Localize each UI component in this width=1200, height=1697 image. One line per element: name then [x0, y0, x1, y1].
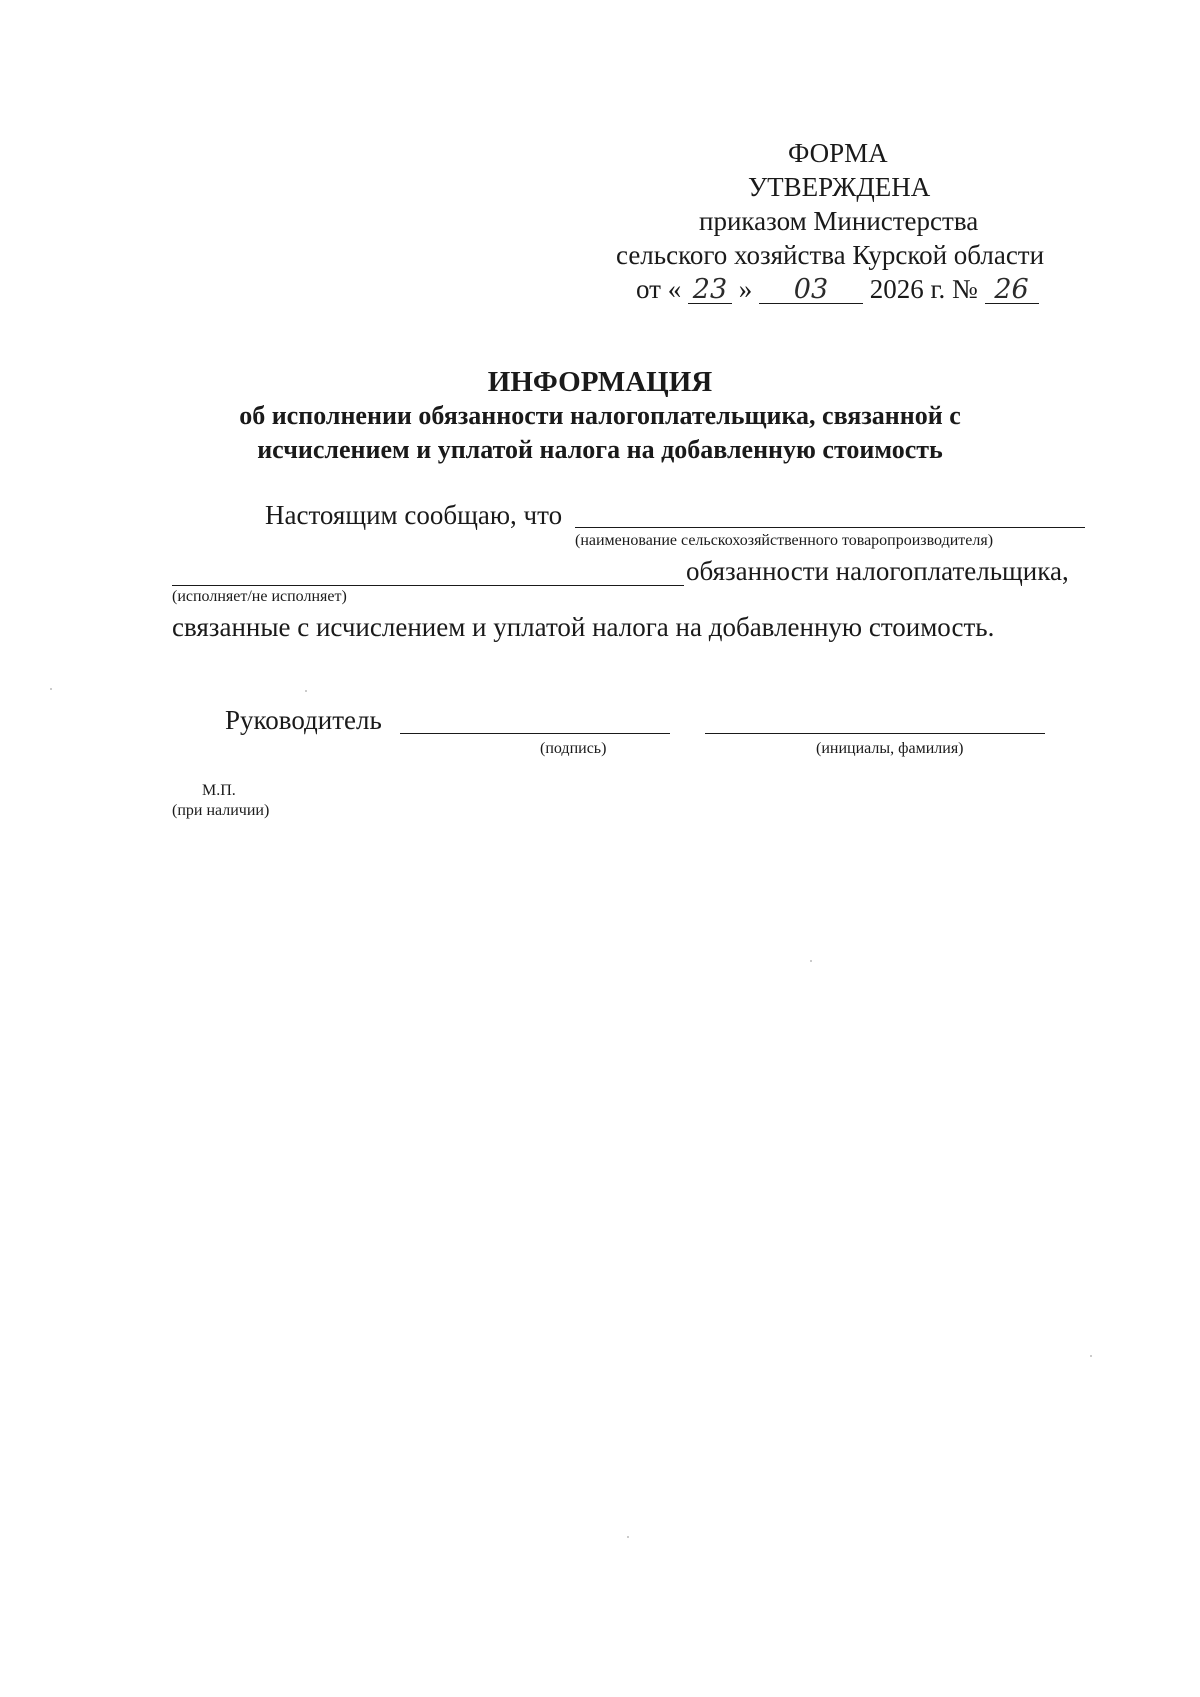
scan-speck: [1090, 1355, 1092, 1357]
approval-ministry-label: сельского хозяйства Курской области: [616, 240, 1045, 270]
document-title: ИНФОРМАЦИЯ: [487, 366, 713, 398]
date-close-quote: »: [738, 274, 753, 304]
stamp-label: М.П.: [202, 782, 236, 799]
approval-order-label: приказом Министерства: [699, 206, 979, 236]
day-field: [688, 275, 732, 304]
order-number-handwritten: 26: [994, 274, 1029, 305]
signature-field[interactable]: [400, 733, 670, 734]
month-handwritten: 03: [793, 274, 829, 305]
signature-label: Руководитель: [225, 705, 382, 735]
document-subtitle-line-2: исчислением и уплатой налога на добавленную стоимость: [257, 435, 943, 464]
fulfillment-status-hint: (исполняет/не исполняет): [172, 588, 347, 605]
body-intro-text: Настоящим сообщаю, что: [265, 500, 563, 530]
approval-approved-label: УТВЕРЖДЕНА: [748, 172, 931, 202]
body-tax-text: связанные с исчислением и уплатой налога на добавленную стоимость.: [172, 612, 995, 642]
body-obligation-text: обязанности налогоплательщика,: [686, 556, 1069, 586]
name-initials-field[interactable]: [705, 733, 1045, 734]
day-handwritten: 23: [692, 274, 728, 305]
scan-speck: [50, 688, 52, 690]
scan-speck: [627, 1536, 629, 1538]
producer-name-hint: (наименование сельскохозяйственного товаропроизводителя): [575, 532, 994, 549]
scan-speck: [305, 690, 307, 692]
year-number-label: 2026 г. №: [869, 274, 978, 304]
approval-form-label: ФОРМА: [788, 138, 888, 168]
signature-hint: (подпись): [540, 740, 607, 757]
approval-date-line: [636, 272, 1039, 306]
stamp-optional-note: (при наличии): [172, 802, 270, 819]
date-prefix: от «: [636, 274, 682, 304]
name-initials-hint: (инициалы, фамилия): [816, 740, 964, 757]
scan-speck: [810, 960, 812, 962]
order-number-field: [985, 275, 1039, 304]
document-subtitle-line-1: об исполнении обязанности налогоплательщика, связанной с: [239, 401, 961, 430]
fulfillment-status-field[interactable]: [172, 585, 684, 586]
month-field: [759, 275, 863, 304]
producer-name-field[interactable]: [575, 527, 1085, 528]
